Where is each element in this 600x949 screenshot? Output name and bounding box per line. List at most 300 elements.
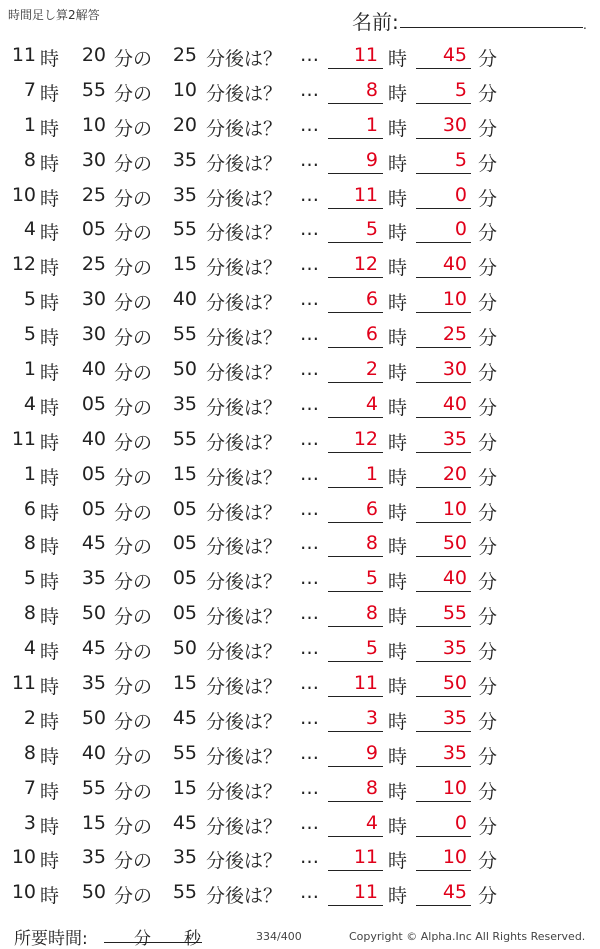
answer-minute-unit: 分 (478, 82, 498, 105)
problem-list (0, 38, 600, 910)
problem-row (0, 875, 600, 910)
after-question: 分後は？ (206, 257, 283, 280)
added-minutes: 35 (172, 846, 197, 869)
problem-row (0, 212, 600, 247)
answer-hour: 1 (365, 113, 378, 136)
problem-row (0, 387, 600, 422)
answer-hour: 8 (365, 776, 378, 799)
after-question: 分後は？ (206, 222, 283, 245)
answer-minute: 0 (454, 811, 467, 834)
worksheet-title: 時間足し算2解答 (8, 8, 100, 22)
answer-hour: 5 (365, 637, 378, 660)
after-question: 分後は？ (206, 466, 283, 489)
ellipsis: … (300, 78, 319, 101)
problem-row (0, 840, 600, 875)
answer-minute-unit: 分 (478, 536, 498, 559)
hour-unit: 時 (40, 885, 60, 908)
minute-of-unit: 分の (114, 850, 153, 873)
answer-minute-line[interactable] (416, 452, 471, 453)
answer-hour-line[interactable] (328, 138, 383, 139)
added-minutes: 35 (172, 148, 197, 171)
hour-unit: 時 (40, 257, 60, 280)
answer-hour-unit: 時 (388, 396, 408, 419)
start-minute: 30 (81, 323, 106, 346)
hour-unit: 時 (40, 327, 60, 350)
minute-of-unit: 分の (114, 780, 153, 803)
name-label: 名前: (352, 10, 399, 34)
ellipsis: … (300, 462, 319, 485)
start-hour: 5 (23, 323, 36, 346)
after-question: 分後は？ (206, 780, 283, 803)
answer-hour-unit: 時 (388, 466, 408, 489)
after-question: 分後は？ (206, 536, 283, 559)
minute-of-unit: 分の (114, 815, 153, 838)
required-time-minute-unit: 分 (134, 929, 151, 949)
answer-hour-unit: 時 (388, 48, 408, 70)
added-minutes: 05 (172, 497, 197, 520)
start-hour: 8 (23, 532, 36, 555)
start-hour: 1 (23, 358, 36, 381)
answer-hour-line[interactable] (328, 347, 383, 348)
start-minute: 40 (81, 427, 106, 450)
answer-hour-line[interactable] (328, 103, 383, 104)
added-minutes: 45 (172, 811, 197, 834)
answer-minute-unit: 分 (478, 396, 498, 419)
problem-row (0, 736, 600, 771)
added-minutes: 35 (172, 392, 197, 415)
ellipsis: … (300, 427, 319, 450)
minute-of-unit: 分の (114, 222, 153, 245)
answer-minute: 35 (442, 741, 467, 764)
answer-minute: 40 (442, 392, 467, 415)
minute-of-unit: 分の (114, 536, 153, 559)
added-minutes: 15 (172, 462, 197, 485)
hour-unit: 時 (40, 780, 60, 803)
ellipsis: … (300, 706, 319, 729)
added-minutes: 20 (172, 113, 197, 136)
answer-hour: 11 (353, 672, 378, 695)
minute-of-unit: 分の (114, 396, 153, 419)
answer-hour-line[interactable] (328, 242, 383, 243)
required-time-second-unit: 秒 (184, 929, 201, 949)
minute-of-unit: 分の (114, 257, 153, 280)
start-hour: 6 (23, 497, 36, 520)
after-question: 分後は？ (206, 152, 283, 175)
answer-minute: 20 (442, 462, 467, 485)
answer-minute-line[interactable] (416, 836, 471, 837)
ellipsis: … (300, 497, 319, 520)
answer-minute-line[interactable] (416, 382, 471, 383)
answer-minute-line[interactable] (416, 347, 471, 348)
added-minutes: 55 (172, 741, 197, 764)
hour-unit: 時 (40, 501, 60, 524)
ellipsis: … (300, 288, 319, 311)
minute-of-unit: 分の (114, 885, 153, 908)
answer-minute-line[interactable] (416, 801, 471, 802)
answer-minute-unit: 分 (478, 885, 498, 908)
answer-hour: 8 (365, 602, 378, 625)
answer-minute-unit: 分 (478, 257, 498, 280)
answer-minute-line[interactable] (416, 626, 471, 627)
answer-minute-unit: 分 (478, 466, 498, 489)
hour-unit: 時 (40, 745, 60, 768)
ellipsis: … (300, 392, 319, 415)
problem-row (0, 666, 600, 701)
answer-minute-line[interactable] (416, 277, 471, 278)
start-minute: 05 (81, 497, 106, 520)
after-question: 分後は？ (206, 501, 283, 524)
problem-row (0, 143, 600, 178)
answer-minute: 45 (442, 881, 467, 904)
answer-minute-unit: 分 (478, 292, 498, 315)
answer-minute-unit: 分 (478, 327, 498, 350)
added-minutes: 05 (172, 602, 197, 625)
start-minute: 25 (81, 253, 106, 276)
after-question: 分後は？ (206, 362, 283, 385)
problem-row (0, 282, 600, 317)
name-field-end: . (583, 18, 587, 32)
start-hour: 3 (23, 811, 36, 834)
answer-minute: 30 (442, 358, 467, 381)
answer-hour-line[interactable] (328, 836, 383, 837)
answer-hour-unit: 時 (388, 152, 408, 175)
hour-unit: 時 (40, 466, 60, 489)
answer-hour-line[interactable] (328, 696, 383, 697)
hour-unit: 時 (40, 187, 60, 210)
ellipsis: … (300, 741, 319, 764)
answer-minute-line[interactable] (416, 68, 471, 69)
hour-unit: 時 (40, 815, 60, 838)
ellipsis: … (300, 358, 319, 381)
answer-hour-line[interactable] (328, 766, 383, 767)
start-hour: 4 (23, 637, 36, 660)
answer-minute: 50 (442, 672, 467, 695)
problem-row (0, 492, 600, 527)
start-hour: 7 (23, 776, 36, 799)
start-minute: 25 (81, 183, 106, 206)
answer-hour-line[interactable] (328, 382, 383, 383)
answer-minute-line[interactable] (416, 905, 471, 906)
answer-hour-line[interactable] (328, 556, 383, 557)
name-field-line[interactable] (400, 27, 583, 28)
after-question: 分後は？ (206, 850, 283, 873)
answer-hour-line[interactable] (328, 452, 383, 453)
hour-unit: 時 (40, 362, 60, 385)
start-hour: 10 (11, 183, 36, 206)
answer-hour: 6 (365, 323, 378, 346)
start-hour: 11 (11, 44, 36, 66)
problem-row (0, 108, 600, 143)
added-minutes: 55 (172, 427, 197, 450)
answer-hour: 11 (353, 881, 378, 904)
minute-of-unit: 分の (114, 187, 153, 210)
answer-minute-line[interactable] (416, 242, 471, 243)
answer-hour-line[interactable] (328, 487, 383, 488)
answer-hour-unit: 時 (388, 82, 408, 105)
start-hour: 8 (23, 741, 36, 764)
answer-hour-unit: 時 (388, 536, 408, 559)
answer-hour-line[interactable] (328, 731, 383, 732)
answer-minute-unit: 分 (478, 431, 498, 454)
minute-of-unit: 分の (114, 501, 153, 524)
hour-unit: 時 (40, 396, 60, 419)
problem-row (0, 247, 600, 282)
answer-hour: 4 (365, 392, 378, 415)
start-hour: 12 (11, 253, 36, 276)
answer-minute-unit: 分 (478, 815, 498, 838)
start-hour: 2 (23, 706, 36, 729)
answer-hour: 9 (365, 741, 378, 764)
minute-of-unit: 分の (114, 606, 153, 629)
ellipsis: … (300, 253, 319, 276)
answer-minute: 10 (442, 776, 467, 799)
minute-of-unit: 分の (114, 571, 153, 594)
start-minute: 50 (81, 602, 106, 625)
answer-hour-unit: 時 (388, 117, 408, 140)
minute-of-unit: 分の (114, 292, 153, 315)
answer-hour-unit: 時 (388, 885, 408, 908)
answer-minute-line[interactable] (416, 522, 471, 523)
start-hour: 1 (23, 113, 36, 136)
start-hour: 1 (23, 462, 36, 485)
answer-hour-line[interactable] (328, 661, 383, 662)
added-minutes: 05 (172, 567, 197, 590)
minute-of-unit: 分の (114, 431, 153, 454)
answer-hour: 5 (365, 567, 378, 590)
answer-hour-unit: 時 (388, 780, 408, 803)
answer-minute-line[interactable] (416, 208, 471, 209)
problem-row (0, 73, 600, 108)
answer-hour-line[interactable] (328, 312, 383, 313)
answer-minute-unit: 分 (478, 850, 498, 873)
answer-hour: 12 (353, 253, 378, 276)
ellipsis: … (300, 148, 319, 171)
start-minute: 35 (81, 672, 106, 695)
added-minutes: 15 (172, 672, 197, 695)
answer-hour-unit: 時 (388, 710, 408, 733)
answer-hour: 8 (365, 78, 378, 101)
answer-hour: 11 (353, 183, 378, 206)
answer-hour-line[interactable] (328, 208, 383, 209)
start-hour: 5 (23, 288, 36, 311)
start-minute: 10 (81, 113, 106, 136)
added-minutes: 10 (172, 78, 197, 101)
ellipsis: … (300, 218, 319, 241)
answer-minute-line[interactable] (416, 103, 471, 104)
answer-hour: 9 (365, 148, 378, 171)
answer-hour-unit: 時 (388, 222, 408, 245)
answer-minute-line[interactable] (416, 173, 471, 174)
answer-minute-line[interactable] (416, 556, 471, 557)
answer-minute: 10 (442, 846, 467, 869)
answer-hour-unit: 時 (388, 850, 408, 873)
answer-hour: 11 (353, 846, 378, 869)
hour-unit: 時 (40, 222, 60, 245)
ellipsis: … (300, 183, 319, 206)
answer-hour: 6 (365, 288, 378, 311)
start-hour: 4 (23, 392, 36, 415)
hour-unit: 時 (40, 82, 60, 105)
minute-of-unit: 分の (114, 745, 153, 768)
after-question: 分後は？ (206, 606, 283, 629)
minute-of-unit: 分の (114, 327, 153, 350)
answer-hour-line[interactable] (328, 591, 383, 592)
added-minutes: 55 (172, 881, 197, 904)
answer-hour: 8 (365, 532, 378, 555)
ellipsis: … (300, 811, 319, 834)
after-question: 分後は？ (206, 187, 283, 210)
problem-row (0, 38, 600, 73)
problem-row (0, 561, 600, 596)
answer-hour-line[interactable] (328, 870, 383, 871)
answer-minute: 50 (442, 532, 467, 555)
hour-unit: 時 (40, 676, 60, 699)
start-hour: 5 (23, 567, 36, 590)
minute-of-unit: 分の (114, 48, 153, 70)
ellipsis: … (300, 881, 319, 904)
after-question: 分後は？ (206, 710, 283, 733)
after-question: 分後は？ (206, 815, 283, 838)
answer-hour-line[interactable] (328, 173, 383, 174)
answer-minute-line[interactable] (416, 487, 471, 488)
ellipsis: … (300, 44, 319, 66)
start-minute: 50 (81, 706, 106, 729)
answer-hour: 1 (365, 462, 378, 485)
answer-hour: 6 (365, 497, 378, 520)
answer-minute-line[interactable] (416, 766, 471, 767)
added-minutes: 55 (172, 323, 197, 346)
minute-of-unit: 分の (114, 152, 153, 175)
answer-hour-unit: 時 (388, 501, 408, 524)
ellipsis: … (300, 672, 319, 695)
answer-minute-line[interactable] (416, 591, 471, 592)
hour-unit: 時 (40, 117, 60, 140)
answer-minute-unit: 分 (478, 48, 498, 70)
hour-unit: 時 (40, 48, 60, 70)
ellipsis: … (300, 602, 319, 625)
answer-minute: 55 (442, 602, 467, 625)
hour-unit: 時 (40, 850, 60, 873)
start-minute: 45 (81, 637, 106, 660)
answer-hour-line[interactable] (328, 522, 383, 523)
problem-row (0, 526, 600, 561)
answer-minute-line[interactable] (416, 312, 471, 313)
answer-minute: 5 (454, 78, 467, 101)
start-hour: 11 (11, 672, 36, 695)
added-minutes: 40 (172, 288, 197, 311)
problem-row (0, 631, 600, 666)
after-question: 分後は？ (206, 396, 283, 419)
start-minute: 20 (81, 44, 106, 66)
answer-minute: 35 (442, 637, 467, 660)
answer-minute-line[interactable] (416, 138, 471, 139)
start-minute: 40 (81, 741, 106, 764)
answer-minute-unit: 分 (478, 222, 498, 245)
copyright-notice: Copyright © Alpha.Inc All Rights Reserved. (349, 930, 586, 943)
start-hour: 7 (23, 78, 36, 101)
hour-unit: 時 (40, 571, 60, 594)
answer-hour-unit: 時 (388, 431, 408, 454)
minute-of-unit: 分の (114, 466, 153, 489)
answer-minute: 35 (442, 427, 467, 450)
answer-hour-unit: 時 (388, 571, 408, 594)
problem-row (0, 422, 600, 457)
hour-unit: 時 (40, 641, 60, 664)
added-minutes: 55 (172, 218, 197, 241)
added-minutes: 50 (172, 637, 197, 660)
answer-minute-line[interactable] (416, 696, 471, 697)
ellipsis: … (300, 323, 319, 346)
problem-row (0, 701, 600, 736)
answer-hour-line[interactable] (328, 905, 383, 906)
added-minutes: 05 (172, 532, 197, 555)
hour-unit: 時 (40, 431, 60, 454)
after-question: 分後は？ (206, 117, 283, 140)
ellipsis: … (300, 776, 319, 799)
problem-row (0, 771, 600, 806)
problem-row (0, 806, 600, 841)
answer-hour: 4 (365, 811, 378, 834)
answer-hour-line[interactable] (328, 277, 383, 278)
hour-unit: 時 (40, 152, 60, 175)
start-hour: 8 (23, 148, 36, 171)
answer-minute: 40 (442, 567, 467, 590)
start-minute: 50 (81, 881, 106, 904)
answer-minute-line[interactable] (416, 417, 471, 418)
hour-unit: 時 (40, 536, 60, 559)
start-minute: 05 (81, 462, 106, 485)
answer-minute: 10 (442, 288, 467, 311)
answer-minute-unit: 分 (478, 152, 498, 175)
ellipsis: … (300, 846, 319, 869)
answer-hour-line[interactable] (328, 801, 383, 802)
answer-minute: 5 (454, 148, 467, 171)
answer-hour-unit: 時 (388, 327, 408, 350)
answer-hour-unit: 時 (388, 815, 408, 838)
answer-hour-unit: 時 (388, 745, 408, 768)
after-question: 分後は？ (206, 571, 283, 594)
answer-hour-unit: 時 (388, 292, 408, 315)
minute-of-unit: 分の (114, 117, 153, 140)
answer-hour-line[interactable] (328, 417, 383, 418)
answer-hour-line[interactable] (328, 626, 383, 627)
answer-hour-line[interactable] (328, 68, 383, 69)
answer-minute-unit: 分 (478, 501, 498, 524)
answer-hour-unit: 時 (388, 641, 408, 664)
answer-minute-unit: 分 (478, 362, 498, 385)
minute-of-unit: 分の (114, 710, 153, 733)
answer-minute: 45 (442, 44, 467, 66)
answer-minute: 0 (454, 183, 467, 206)
start-hour: 4 (23, 218, 36, 241)
answer-hour: 3 (365, 706, 378, 729)
answer-minute-line[interactable] (416, 661, 471, 662)
answer-minute-unit: 分 (478, 745, 498, 768)
start-hour: 11 (11, 427, 36, 450)
answer-minute-line[interactable] (416, 731, 471, 732)
answer-minute-unit: 分 (478, 571, 498, 594)
added-minutes: 25 (172, 44, 197, 66)
answer-minute-unit: 分 (478, 676, 498, 699)
after-question: 分後は？ (206, 641, 283, 664)
page-number: 334/400 (256, 930, 302, 943)
after-question: 分後は？ (206, 82, 283, 105)
added-minutes: 15 (172, 253, 197, 276)
answer-minute-unit: 分 (478, 710, 498, 733)
start-minute: 35 (81, 846, 106, 869)
answer-hour-unit: 時 (388, 362, 408, 385)
answer-minute-line[interactable] (416, 870, 471, 871)
